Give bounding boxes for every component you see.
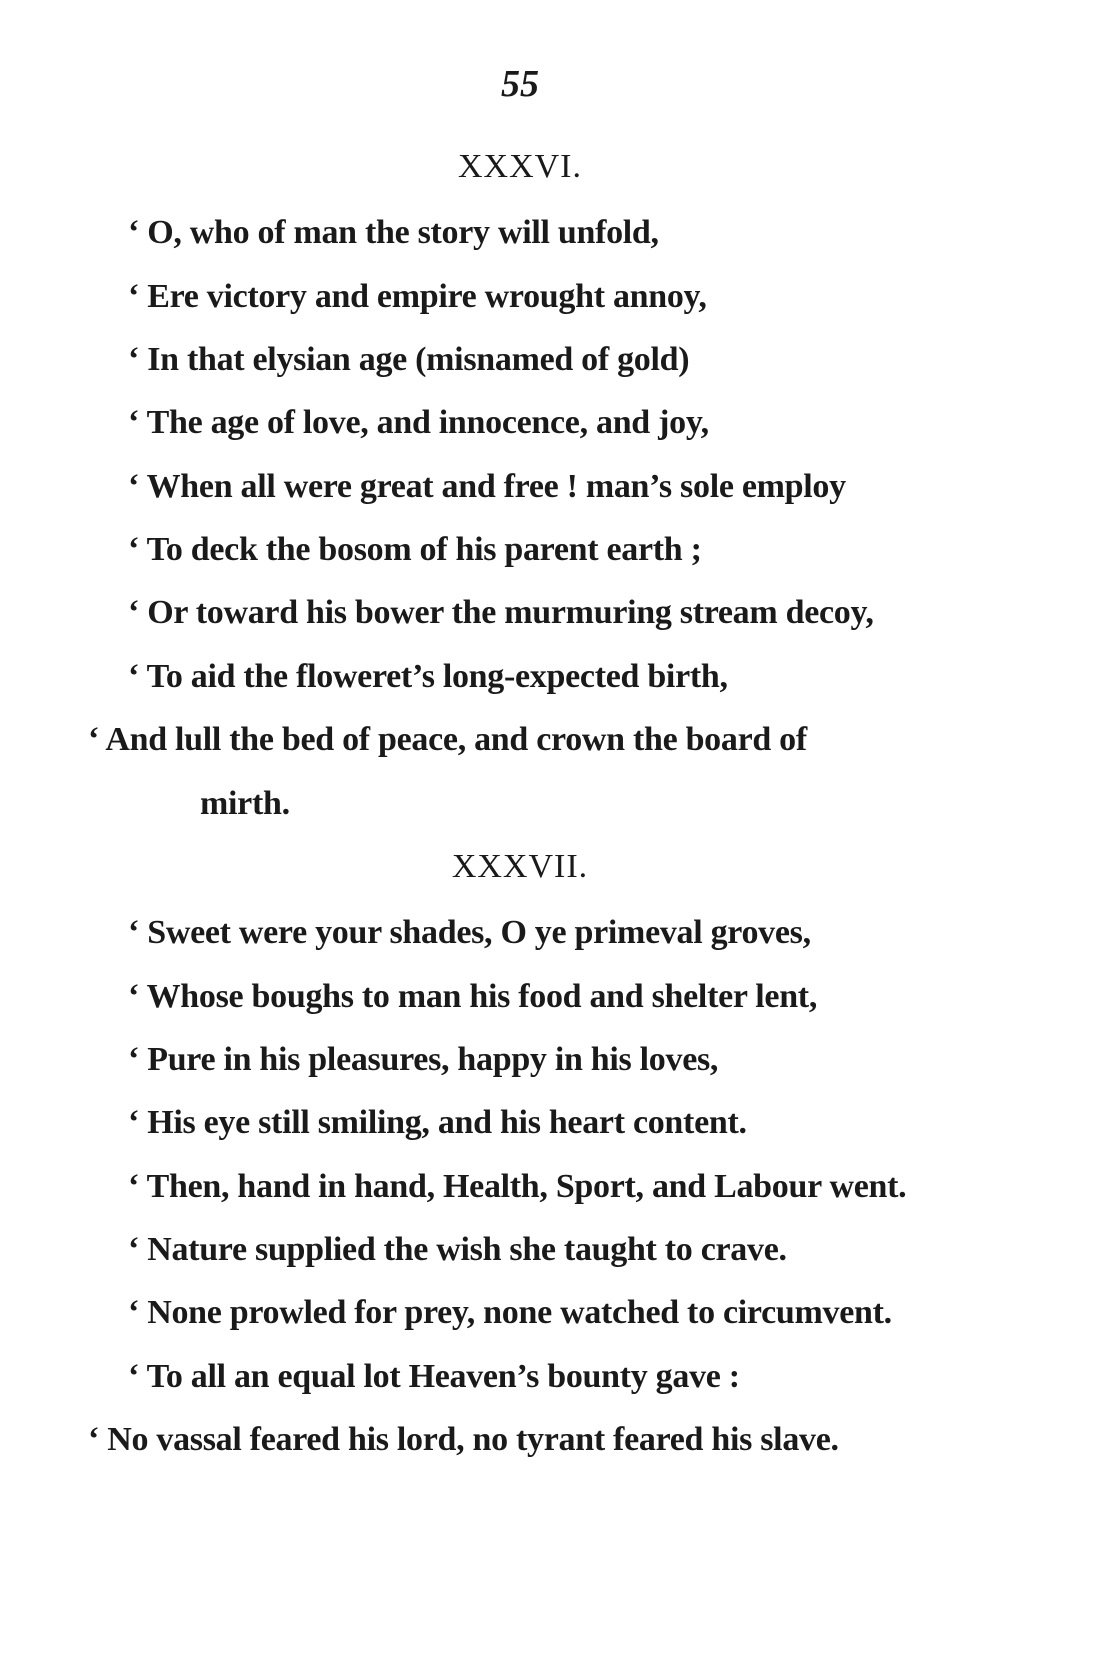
verse-line-continuation: mirth.: [200, 785, 290, 822]
verse-line: ‘ No vassal feared his lord, no tyrant feared his slave.: [88, 1421, 839, 1458]
verse-line: ‘ Whose boughs to man his food and shelter lent,: [128, 978, 818, 1015]
verse-line: ‘ Sweet were your shades, O ye primeval groves,: [128, 914, 811, 951]
verse-line: ‘ Pure in his pleasures, happy in his loves,: [128, 1041, 719, 1078]
verse-line: ‘ Or toward his bower the murmuring stream decoy,: [128, 594, 874, 631]
verse-line: ‘ The age of love, and innocence, and joy,: [128, 404, 709, 441]
verse-line: ‘ To deck the bosom of his parent earth ;: [128, 531, 702, 568]
verse-line: ‘ And lull the bed of peace, and crown the board of: [88, 721, 807, 758]
verse-line: ‘ His eye still smiling, and his heart content.: [128, 1104, 747, 1141]
verse-line: ‘ To all an equal lot Heaven’s bounty gave :: [128, 1358, 740, 1395]
verse-line: ‘ Then, hand in hand, Health, Sport, and Labour went.: [128, 1168, 907, 1205]
stanza-heading: XXXVI.: [457, 148, 583, 185]
page-number: 55: [501, 63, 539, 105]
verse-line: ‘ Nature supplied the wish she taught to crave.: [128, 1231, 787, 1268]
verse-line: ‘ In that elysian age (misnamed of gold): [128, 341, 690, 378]
stanza-heading: XXXVII.: [451, 848, 589, 885]
verse-line: ‘ Ere victory and empire wrought annoy,: [128, 278, 707, 315]
verse-line: ‘ To aid the floweret’s long-expected birth,: [128, 658, 728, 695]
verse-line: ‘ O, who of man the story will unfold,: [128, 214, 659, 251]
verse-line: ‘ None prowled for prey, none watched to circumvent.: [128, 1294, 892, 1331]
verse-line: ‘ When all were great and free ! man’s sole employ: [128, 468, 846, 505]
